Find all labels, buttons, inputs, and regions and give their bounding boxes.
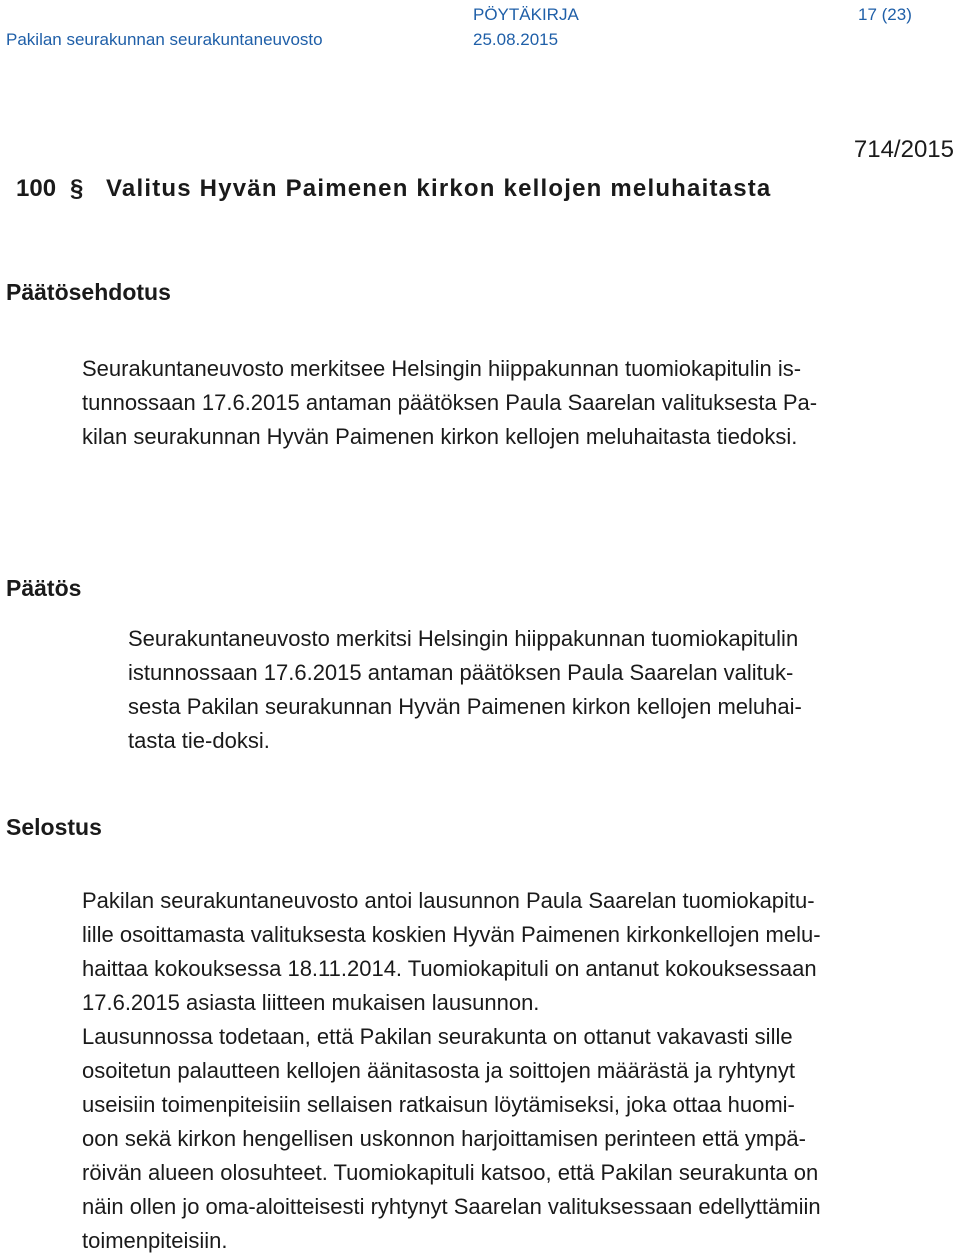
text-line: Pakilan seurakuntaneuvosto antoi lausunnon Paula Saarelan tuomiokapitu-: [82, 888, 815, 913]
text-line: tasta tie-doksi.: [128, 728, 270, 753]
agenda-item-title: [16, 175, 771, 203]
text-line: useisiin toimenpiteisiin sellaisen ratkaisun löytämiseksi, joka ottaa huomi-: [82, 1092, 795, 1117]
header-date: 25.08.2015: [473, 30, 559, 49]
text-line: 17.6.2015 asiasta liitteen mukaisen lausunnon.: [82, 990, 540, 1015]
report-paragraph: [82, 884, 821, 1258]
proposal-paragraph: [82, 352, 817, 454]
text-line: istunnossaan 17.6.2015 antaman päätöksen Paula Saarelan valituk-: [128, 660, 794, 685]
text-line: Lausunnossa todetaan, että Pakilan seurakunta on ottanut vakavasti sille: [82, 1024, 793, 1049]
text-line: röivän alueen olosuhteet. Tuomiokapituli katsoo, että Pakilan seurakunta on: [82, 1160, 819, 1185]
decision-paragraph: [128, 622, 802, 758]
decision-heading: Päätös: [6, 575, 82, 601]
text-line: toimenpiteisiin.: [82, 1228, 228, 1253]
text-line: osoitetun palautteen kellojen äänitasosta ja soittojen määrästä ja ryhtynyt: [82, 1058, 795, 1083]
report-heading: Selostus: [6, 814, 102, 840]
header-page-number: 17 (23): [858, 5, 912, 24]
item-number: 100: [16, 175, 57, 202]
text-line: tunnossaan 17.6.2015 antaman päätöksen Paula Saarelan valituksesta Pa-: [82, 390, 818, 415]
text-line: Seurakuntaneuvosto merkitsee Helsingin hiippakunnan tuomiokapitulin is-: [82, 356, 802, 381]
text-line: sesta Pakilan seurakunnan Hyvän Paimenen kirkon kellojen meluhai-: [128, 694, 802, 719]
text-line: kilan seurakunnan Hyvän Paimenen kirkon kellojen meluhaitasta tiedoksi.: [82, 424, 798, 449]
text-line: Seurakuntaneuvosto merkitsi Helsingin hiippakunnan tuomiokapitulin: [128, 626, 799, 651]
section-mark: §: [70, 175, 84, 202]
text-line: näin ollen jo oma-aloitteisesti ryhtynyt Saarelan valituksessaan edellyttämiin: [82, 1194, 821, 1219]
text-line: oon sekä kirkon hengellisen uskonnon harjoittamisen perinteen että ympä-: [82, 1126, 806, 1151]
case-reference: 714/2015: [853, 136, 954, 163]
header-organization: Pakilan seurakunnan seurakuntaneuvosto: [6, 30, 323, 49]
header-document-type: PÖYTÄKIRJA: [473, 5, 579, 24]
text-line: haittaa kokouksessa 18.11.2014. Tuomiokapituli on antanut kokouksessaan: [82, 956, 817, 981]
text-line: lille osoittamasta valituksesta koskien Hyvän Paimenen kirkonkellojen melu-: [82, 922, 821, 947]
proposal-heading: Päätösehdotus: [6, 279, 171, 305]
item-title-text: Valitus Hyvän Paimenen kirkon kellojen meluhaitasta: [106, 175, 772, 202]
